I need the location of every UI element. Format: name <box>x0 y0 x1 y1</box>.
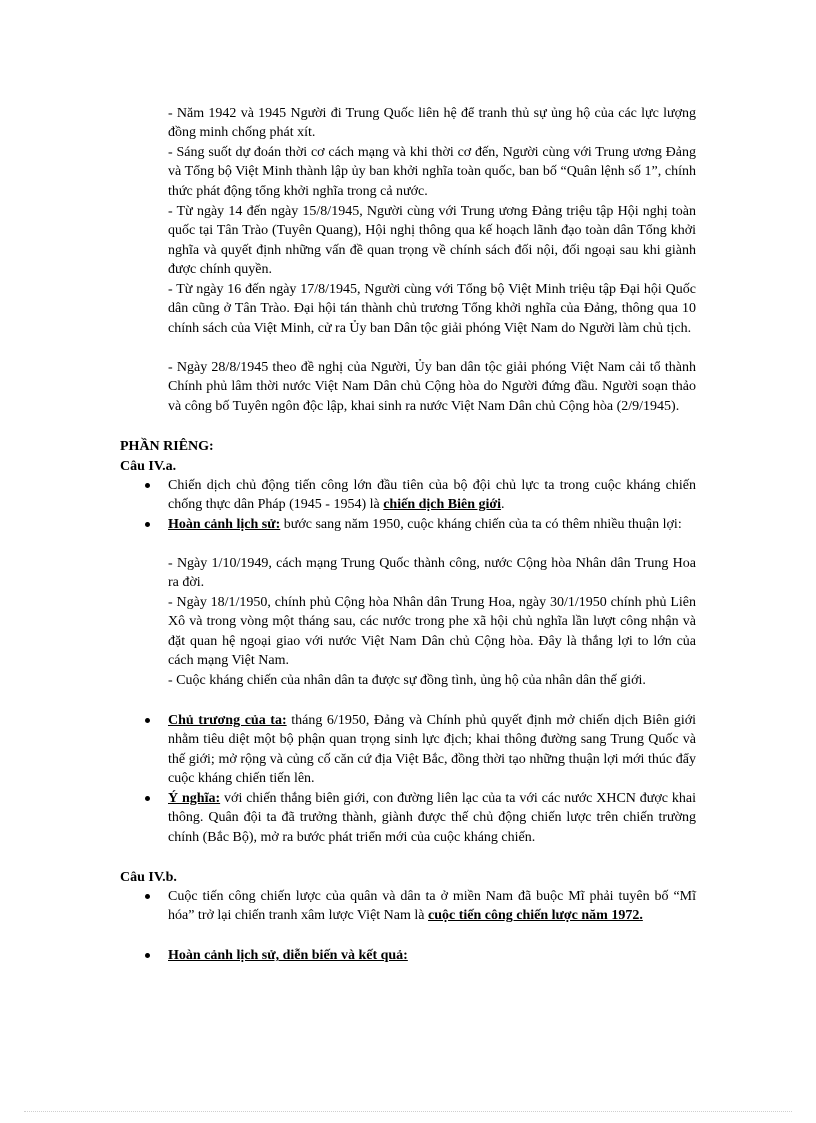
bullet-text: Cuộc tiến công chiến lược của quân và dân ta ở miền Nam đã buộc Mĩ phải tuyên bố “Mĩ hóa” trở lại chiến tranh xâm lược Việt Nam là <box>168 889 696 924</box>
bullet-icon <box>145 522 150 527</box>
bullet-our-policy <box>168 711 696 789</box>
bullet-icon <box>145 894 150 899</box>
section-title: PHẦN RIÊNG: <box>120 439 214 454</box>
bullet-icon <box>145 796 150 801</box>
label-historical-context: Hoàn cảnh lịch sử: <box>168 517 281 532</box>
paragraph-world-support: - Cuộc kháng chiến của nhân dân ta được sự đồng tình, ủng hộ của nhân dân thế giới. <box>168 673 646 688</box>
bullet-text: tháng 6/1950, Đảng và Chính phủ quyết định mở chiến dịch Biên giới nhằm tiêu diệt một bộ phận quan trọng sinh lực địch; khai thông đường sang Trung Quốc và thế giới; mở rộng và củng cố căn cứ địa Việt Bắc, đồng thời tạo những thuận lợi mới thúc đẩy cuộc kháng chiến tiến lên. <box>168 713 696 787</box>
paragraph-national-congress: - Từ ngày 16 đến ngày 17/8/1945, Người cùng với Tổng bộ Việt Minh triệu tập Đại hội Quốc dân cũng ở Tân Trào. Đại hội tán thành chủ trương Tổng khởi nghĩa của Đảng, thông qua 10 chính sách của Việt Minh, cử ra Ủy ban Dân tộc giải phóng Việt Nam do Người làm chủ tịch. <box>168 282 696 336</box>
label-context-developments: Hoàn cảnh lịch sử, diễn biến và kết quả: <box>168 948 408 963</box>
bullet-end: . <box>501 497 505 513</box>
bullet-text: Chiến dịch chủ động tiến công lớn đầu tiên của bộ đội chủ lực ta trong cuộc kháng chiến chống thực dân Pháp (1945 - 1954) là <box>168 478 696 513</box>
emphasis-border-campaign: chiến dịch Biên giới <box>383 497 502 513</box>
bullet-strategic-offensive <box>168 887 696 926</box>
label-our-policy: Chủ trương của ta: <box>168 713 287 728</box>
bullet-first-offensive <box>168 476 696 515</box>
paragraph-uprising-order: - Sáng suốt dự đoán thời cơ cách mạng và khi thời cơ đến, Người cùng với Trung ương Đảng và Tổng bộ Việt Minh thành lập ủy ban khởi nghĩa toàn quốc, ban bố “Quân lệnh số 1”, chính thức phát động tổng khởi nghĩa trong cả nước. <box>168 145 696 199</box>
label-significance: Ý nghĩa: <box>168 791 221 806</box>
bullet-historical-context <box>168 515 696 534</box>
bullet-icon <box>145 483 150 488</box>
bullet-text: với chiến thắng biên giới, con đường liên lạc của ta với các nước XHCN được khai thông. Quân đội ta đã trưởng thành, giành được thế chủ động chiến lược trên chiến trường chính (Bắc Bộ), mở ra bước phát triển mới của cuộc kháng chiến. <box>168 791 697 845</box>
paragraph-china-revolution: - Ngày 1/10/1949, cách mạng Trung Quốc thành công, nước Cộng hòa Nhân dân Trung Hoa ra đời. <box>168 556 696 591</box>
question-4a-title: Câu IV.a. <box>120 459 177 474</box>
bullet-text: bước sang năm 1950, cuộc kháng chiến của ta có thêm nhiều thuận lợi: <box>280 517 682 532</box>
bullet-icon <box>145 718 150 723</box>
footer-divider <box>24 1111 792 1112</box>
paragraph-1942-1945: - Năm 1942 và 1945 Người đi Trung Quốc liên hệ để tranh thủ sự ủng hộ của các lực lượng đồng minh chống phát xít. <box>168 106 696 141</box>
bullet-significance <box>168 789 696 847</box>
paragraph-national-conference: - Từ ngày 14 đến ngày 15/8/1945, Người cùng với Trung ương Đảng triệu tập Hội nghị toàn quốc tại Tân Trào (Tuyên Quang), Hội nghị thông qua kế hoạch lãnh đạo toàn dân Tổng khởi nghĩa và quyết định những vấn đề quan trọng về chính sách đối nội, đối ngoại sau khi giành được chính quyền. <box>168 204 696 278</box>
paragraph-provisional-government: - Ngày 28/8/1945 theo đề nghị của Người, Ủy ban dân tộc giải phóng Việt Nam cải tổ thành Chính phủ lâm thời nước Việt Nam Dân chủ Cộng hòa do Người đứng đầu. Người soạn thảo và công bố Tuyên ngôn độc lập, khai sinh ra nước Việt Nam Dân chủ Cộng hòa (2/9/1945). <box>168 360 696 414</box>
question-4b-title: Câu IV.b. <box>120 870 177 885</box>
emphasis-offensive-1972: cuộc tiến công chiến lược năm 1972. <box>427 908 643 924</box>
bullet-context-developments <box>168 946 696 965</box>
bullet-icon <box>145 953 150 958</box>
paragraph-diplomatic-recognition: - Ngày 18/1/1950, chính phủ Cộng hòa Nhân dân Trung Hoa, ngày 30/1/1950 chính phủ Liên Xô và trong vòng một tháng sau, các nước trong phe xã hội chủ nghĩa lần lượt công nhận và đặt quan hệ ngoại giao với nước Việt Nam Dân chủ Cộng hòa. Đây là thắng lợi to lớn của cách mạng Việt Nam. <box>168 595 696 669</box>
